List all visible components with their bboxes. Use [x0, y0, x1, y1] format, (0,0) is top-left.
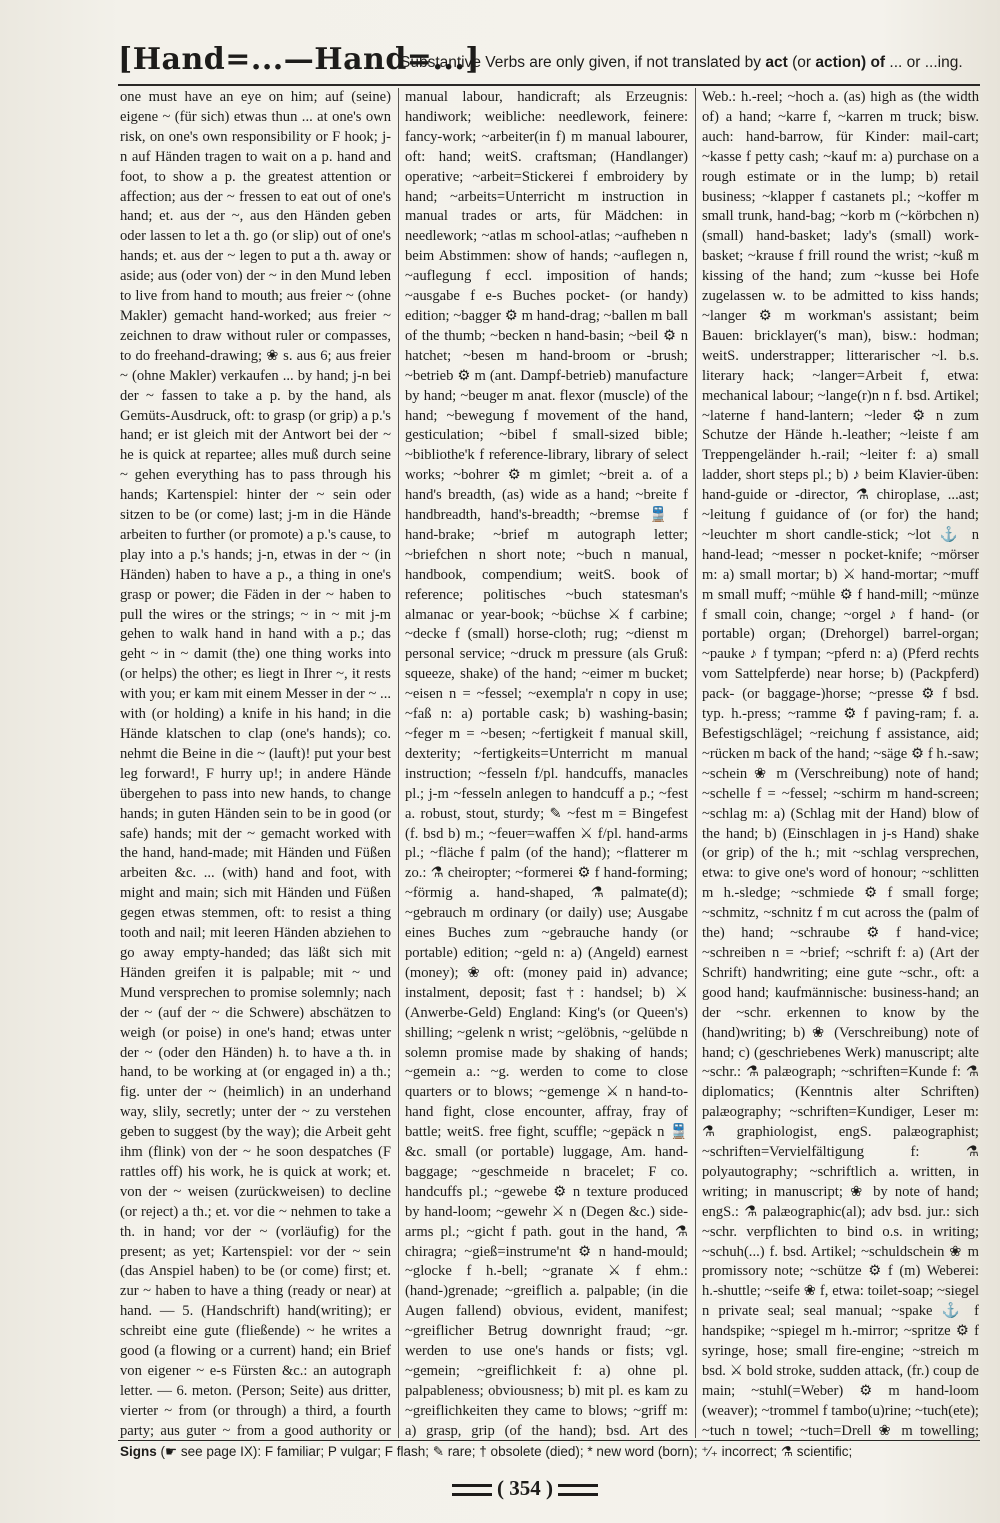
header-note-act: act	[765, 54, 788, 71]
text-column-3: Web.: h.-reel; ~hoch a. (as) high as (the width of) a hand; ~karre f, ~karren m truck; bisw. auch: hand-barrow, für Kinder: mail-cart; ~kasse f petty cash; ~kauf m: a) purchase on a rough estimate or in the lump; b) retail business; ~klapper f castanets pl.; ~koffer m small trunk, hand-bag; ~korb m (~körbchen n) (small) hand-basket; lady's (small) work-basket; ~krause f frill round the wrist; ~kuß m kissing of the hand; zum ~kusse bei Hofe zugelassen w. to be admitted to kiss hands; ~langer ⚙ m workman's assistant; beim Bauen: bricklayer('s man), bisw.: hodman; weitS. understrapper; litterarischer ~l. b.s. literary hack; ~langer=Arbeit f, etwa: mechanical labour; ~lange(r)n n f. bsd. Artikel; ~laterne f hand-lantern; ~leder ⚙ n zum Schutze der Hände h.-leather; ~leiste f am Treppengeländer h.-rail; ~leiter f: a) small ladder, short steps pl.; b) ♪ beim Klavier-üben: hand-guide or -director, ⚗ chiroplase, ...ast; ~leitung f guidance of (or for) the hand; ~leuchter m short candle-stick; ~lot ⚓ n hand-lead; ~messer n pocket-knife; ~mörser m: a) small mortar; b) ⚔ hand-mortar; ~muff m small muff; ~mühle ⚙ f hand-mill; ~münze f small coin, change; ~orgel ♪ f hand- (or portable) organ; (Drehorgel) barrel-organ; ~pauke ♪ f tympan; ~pferd n: a) (Pferd rechts vom Sattelpferde) near horse; b) (Packpferd) pack- (or baggage-)horse; ~presse ⚙ f bsd. typ. h.-press; ~ramme ⚙ f paving-ram; f. a. Befestigschlägel; ~reichung f assistance, aid; ~rücken m back of the hand; ~säge ⚙ f h.-saw; ~schein ❀ m (Verschreibung) note of hand; ~schelle f = ~fessel; ~schirm m hand-screen; ~schlag m: a) (Schlag mit der Hand) blow of the hand; b) (Einschlagen in j-s Hand) shake (or grip) of the h.; mit ~schlag versprechen, etwa: to give one's word of honour; ~schlitten m h.-sledge; ~schmiede ⚙ f small forge; ~schmitz, ~schnitz f m cut across the (palm of the) hand; ~schraube ⚙ f hand-vice; ~schreiben n = ~brief; ~schrift f: a) (Art der Schrift) handwriting; eine gute ~schr., oft: a good hand; kaufmännische: business-hand; an der ~schr. erkennen to know by the (hand)writing; b) ❀ (Verschreibung) note of hand; c) (geschriebenes Werk) manuscript; alte ~schr.: ⚗ palæograph; ~schriften=Kunde f: ⚗ diplomatics; (Kenntnis alter Schriften) palæography; ~schriften=Kundiger, Leser m: ⚗ graphiologist, engS. palæographist; ~schriften=Vervielfältigung f: ⚗ polyautography; ~schriftlich a. written, in writing; in manuscript; ❀ by note of hand; engS.: ⚗ palæographic(al); adv bsd. jur.: sich ~schr. verpflichten to bind o.s. in writing; ~schuh(...) f. bsd. Artikel; ~schuldschein ❀ m promissory note; ~schütze ⚙ f (m) Weberei: h.-shuttle; ~seife ❀ f, etwa: toilet-soap; ~siegel n private seal; seal manual; ~spake ⚓ f handspike; ~spiegel m h.-mirror; ~spritze ⚙ f syringe, hose; small fire-engine; ~streich m bsd. ⚔ bold stroke, sudden attack, (fr.) coup de main; ~stuhl(=Weber) ⚙ m hand-loom (weaver); ~trommel f tambo(u)rine; ~tuch(ete); ~tuch n towel; ~tuch=Drell ❀ m towelling;	[702, 89, 979, 1438]
text-column-1: one must have an eye on him; auf (seine) eigene ~ (für sich) etwas thun ... at one's own risk, on one's own responsibility or F hook; j-n auf Händen tragen to wait on a p. hand and foot, to show a p. the greatest attention or affection; aus der ~ fressen to eat out of one's hand; et. aus der ~, aus den Händen geben oder lassen to let a th. go (or slip) out of one's hands; et. aus der ~ legen to put a th. away or aside; aus (oder von) der ~ in den Mund leben to live from hand to mouth; aus freier ~ (ohne Makler) gemacht hand-worked; aus freier ~ zeichnen to draw without ruler or compasses, to do freehand-drawing; ❀ s. aus 6; aus freier ~ (ohne Makler) verkaufen ... by hand; j-n bei der ~ fassen to take a p. by the hand, als Gemüts-Ausdruck, oft: to grasp (or grip) a p.'s hand; er ist gleich mit der Antwort bei der ~ he is quick at repartee; alles muß durch seine ~ gehen everything has to pass through his hands; Kartenspiel: hinter der ~ sein oder sitzen to be (or come) last; j-m in die Hände arbeiten to further (or promote) a p.'s cause, to play into a p.'s hands; j-n, etwas in der ~ (in Händen) haben to have a p., a thing in one's grasp or power; die Fäden in der ~ haben to pull the wires or the strings; ~ in ~ mit j-m gehen to walk hand in hand with a p.; das geht ~ in ~ damit (the) one thing works into (or helps) the other; es liegt in Ihrer ~, it rests with you; er kam mit einem Messer in der ~ ... with (or holding) a knife in his hand; in die Hände klatschen to clap (one's hands); co. nehmt die Beine in die ~ (lauft)! put your best leg forward!, F hurry up!; in andere Hände übergehen to pass into new hands, to change hands; in guten Händen sein to be in good (or safe) hands; mit der ~ gemacht worked with the hand, hand-made; mit Händen und Füßen arbeiten &c. ... (with) hand and foot, with might and main; sich mit Händen und Füßen gegen etwas stemmen, oft: to resist a thing tooth and nail; mit leeren Händen abziehen to go away empty-handed; das läßt sich mit Händen greifen it is palpable; mit ~ und Mund versprechen to promise solemnly; nach der ~ (auf der ~ die Schwere) abschätzen to weigh (or poise) in one's hand; etwas unter der ~ (oder den Händen) h. to have a th. in hand, to be working at (or engaged in) a th.; fig. unter der ~ (heimlich) in an underhand way, slily, secretly; unter der ~ zu verstehen geben to suggest (by the way); die Arbeit geht ihm (flink) von der ~ he soon despatches (F rattles off) his work, he is quick at work; et. von der ~ weisen (zurückweisen) to decline (or reject) a th.; et. vor die ~ nehmen to take a th. in hand; vor der ~ (vorläufig) for the present; as yet; Kartenspiel: vor der ~ sein (das Anspiel haben) to be (or come) first; et. zur ~ haben to have a thing (ready or near) at hand. — 5. (Handschrift) hand(writing); er schreibt eine gute (fließende) ~ he writes a good (a flowing or a current) hand; ein Brief von eigener ~ e-s Fürsten &c.: an autograph letter. — 6. meton. (Person; Seite) aus dritter, vierter ~ from (or through) a third, a fourth party; aus guter ~ from a good authority or	[120, 89, 391, 1438]
header-rule	[118, 84, 980, 86]
pointing-hand-icon: ☛	[165, 1444, 178, 1459]
header-note-of: of	[870, 54, 886, 71]
header-note-action: action)	[815, 54, 867, 71]
header-note-text: Substantive Verbs are only given, if not translated by	[400, 54, 762, 71]
signs-text: see page IX): F familiar; P vulgar; F flash; ✎ rare; † obsolete (died); * new word (born); ⁺⁄₊ incorrect; ⚗ scientific;	[177, 1444, 853, 1459]
running-head-title: [Hand=...—Hand=...]	[118, 42, 480, 77]
header-note-tail: ... or ...ing.	[889, 54, 963, 71]
column-divider	[398, 88, 399, 1438]
page-number-text: ( 354 )	[497, 1476, 553, 1500]
page-number	[450, 1476, 600, 1501]
header-note	[400, 54, 963, 72]
column-divider	[695, 88, 696, 1438]
footer-rule	[118, 1440, 980, 1441]
ornament-rule	[558, 1484, 598, 1496]
header-note-or: (or	[792, 54, 812, 71]
ornament-rule	[452, 1484, 492, 1496]
signs-legend: Signs (☛ see page IX): F familiar; P vulgar; F flash; ✎ rare; † obsolete (died); * new word (born); ⁺⁄₊ incorrect; ⚗ scientific;	[120, 1444, 853, 1459]
page-header	[118, 42, 980, 88]
text-column-2: manual labour, handicraft; als Erzeugnis: handiwork; weibliche: needlework, feinere: fancy-work; ~arbeiter(in f) m manual labourer, oft: hand; weitS. craftsman; (Handlanger) operative; ~arbeit=Stickerei f embroidery by hand; ~arbeits=Unterricht m instruction in manual trades or arts, für Mädchen: in needlework; ~atlas m school-atlas; ~aufheben n beim Abstimmen: show of hands; ~auflegen n, ~auflegung f eccl. imposition of hands; ~ausgabe f e-s Buches pocket- (or handy) edition; ~bagger ⚙ m hand-drag; ~ballen m ball of the thumb; ~becken n hand-basin; ~beil ⚙ n hatchet; ~besen m hand-broom or -brush; ~betrieb ⚙ m (ant. Dampf-betrieb) manufacture by hand; ~beuger m anat. flexor (muscle) of the hand; ~bewegung f movement of the hand, gesticulation; ~bibel f small-sized bible; ~bibliothe'k f reference-library, library of select works; ~bohrer ⚙ m gimlet; ~breit a. of a hand's breadth, (as) wide as a hand; ~breite f handbreadth, hand's-breadth; ~bremse 🚆 f hand-brake; ~brief m autograph letter; ~briefchen n short note; ~buch n manual, handbook, compendium; weitS. book of reference; politisches ~buch statesman's almanac or year-book; ~büchse ⚔ f carbine; ~decke f (small) horse-cloth; rug; ~dienst m personal service; ~druck m pressure (als Gruß: squeeze, shake) of the hand; ~eimer m bucket; ~eisen n = ~fessel; ~exempla'r n copy in use; ~faß n: a) portable cask; b) washing-basin; ~feger m = ~besen; ~fertigkeit f manual skill, dexterity; ~fertigkeits=Unterricht m manual instruction; ~fesseln f/pl. handcuffs, manacles pl.; j-m ~fesseln anlegen to handcuff a p.; ~fest a. robust, stout, sturdy; ✎ ~fest m = Bingefest (f. bsd b) m.; ~feuer=waffen ⚔ f/pl. hand-arms pl.; ~fläche f palm (of the hand); ~flatterer m zo.: ⚗ cheiropter; ~formerei ⚙ f hand-forming; ~förmig a. hand-shaped, ⚗ palmate(d); ~gebrauch m ordinary (or daily) use; Ausgabe eines Buches zum ~gebrauche handy (or portable) edition; ~geld n: a) (Angeld) earnest (money); ❀ oft: (money paid in) advance; instalment, deposit; fast †: handsel; b) ⚔ (Anwerbe-Geld) England: King's (or Queen's) shilling; ~gelenk n wrist; ~gelöbnis, ~gelübde n solemn promise made by shaking of hands; ~gemein a.: ~g. werden to come to close quarters or to blows; ~gemenge ⚔ n hand-to-hand fight, close encounter, affray, fray of battle; weitS. free fight, scuffle; ~gepäck n 🚆 &c. small (or portable) luggage, Am. hand-baggage; ~geschmeide n bracelet; F co. handcuffs pl.; ~gewebe ⚙ n texture produced by hand-loom; ~gewehr ⚔ n (Degen &c.) side-arms pl.; ~gicht f path. gout in the hand, ⚗ chiragra; ~gieß=instrume'nt ⚙ n hand-mould; ~glocke f h.-bell; ~granate ⚔ f ehm.: (hand-)grenade; ~greiflich a. palpable; (in die Augen fallend) obvious, evident, manifest; ~greiflicher Betrug downright fraud; ~gr. werden to use one's hands or fists; vgl. ~gemein; ~greiflichkeit f: a) ohne pl. palpableness; obviousness; b) mit pl. es kam zu ~greiflichkeiten they came to blows; ~griff m: a) grasp, grip (of the hand); bsd. Art des	[405, 89, 688, 1438]
signs-label: Signs	[120, 1444, 157, 1459]
